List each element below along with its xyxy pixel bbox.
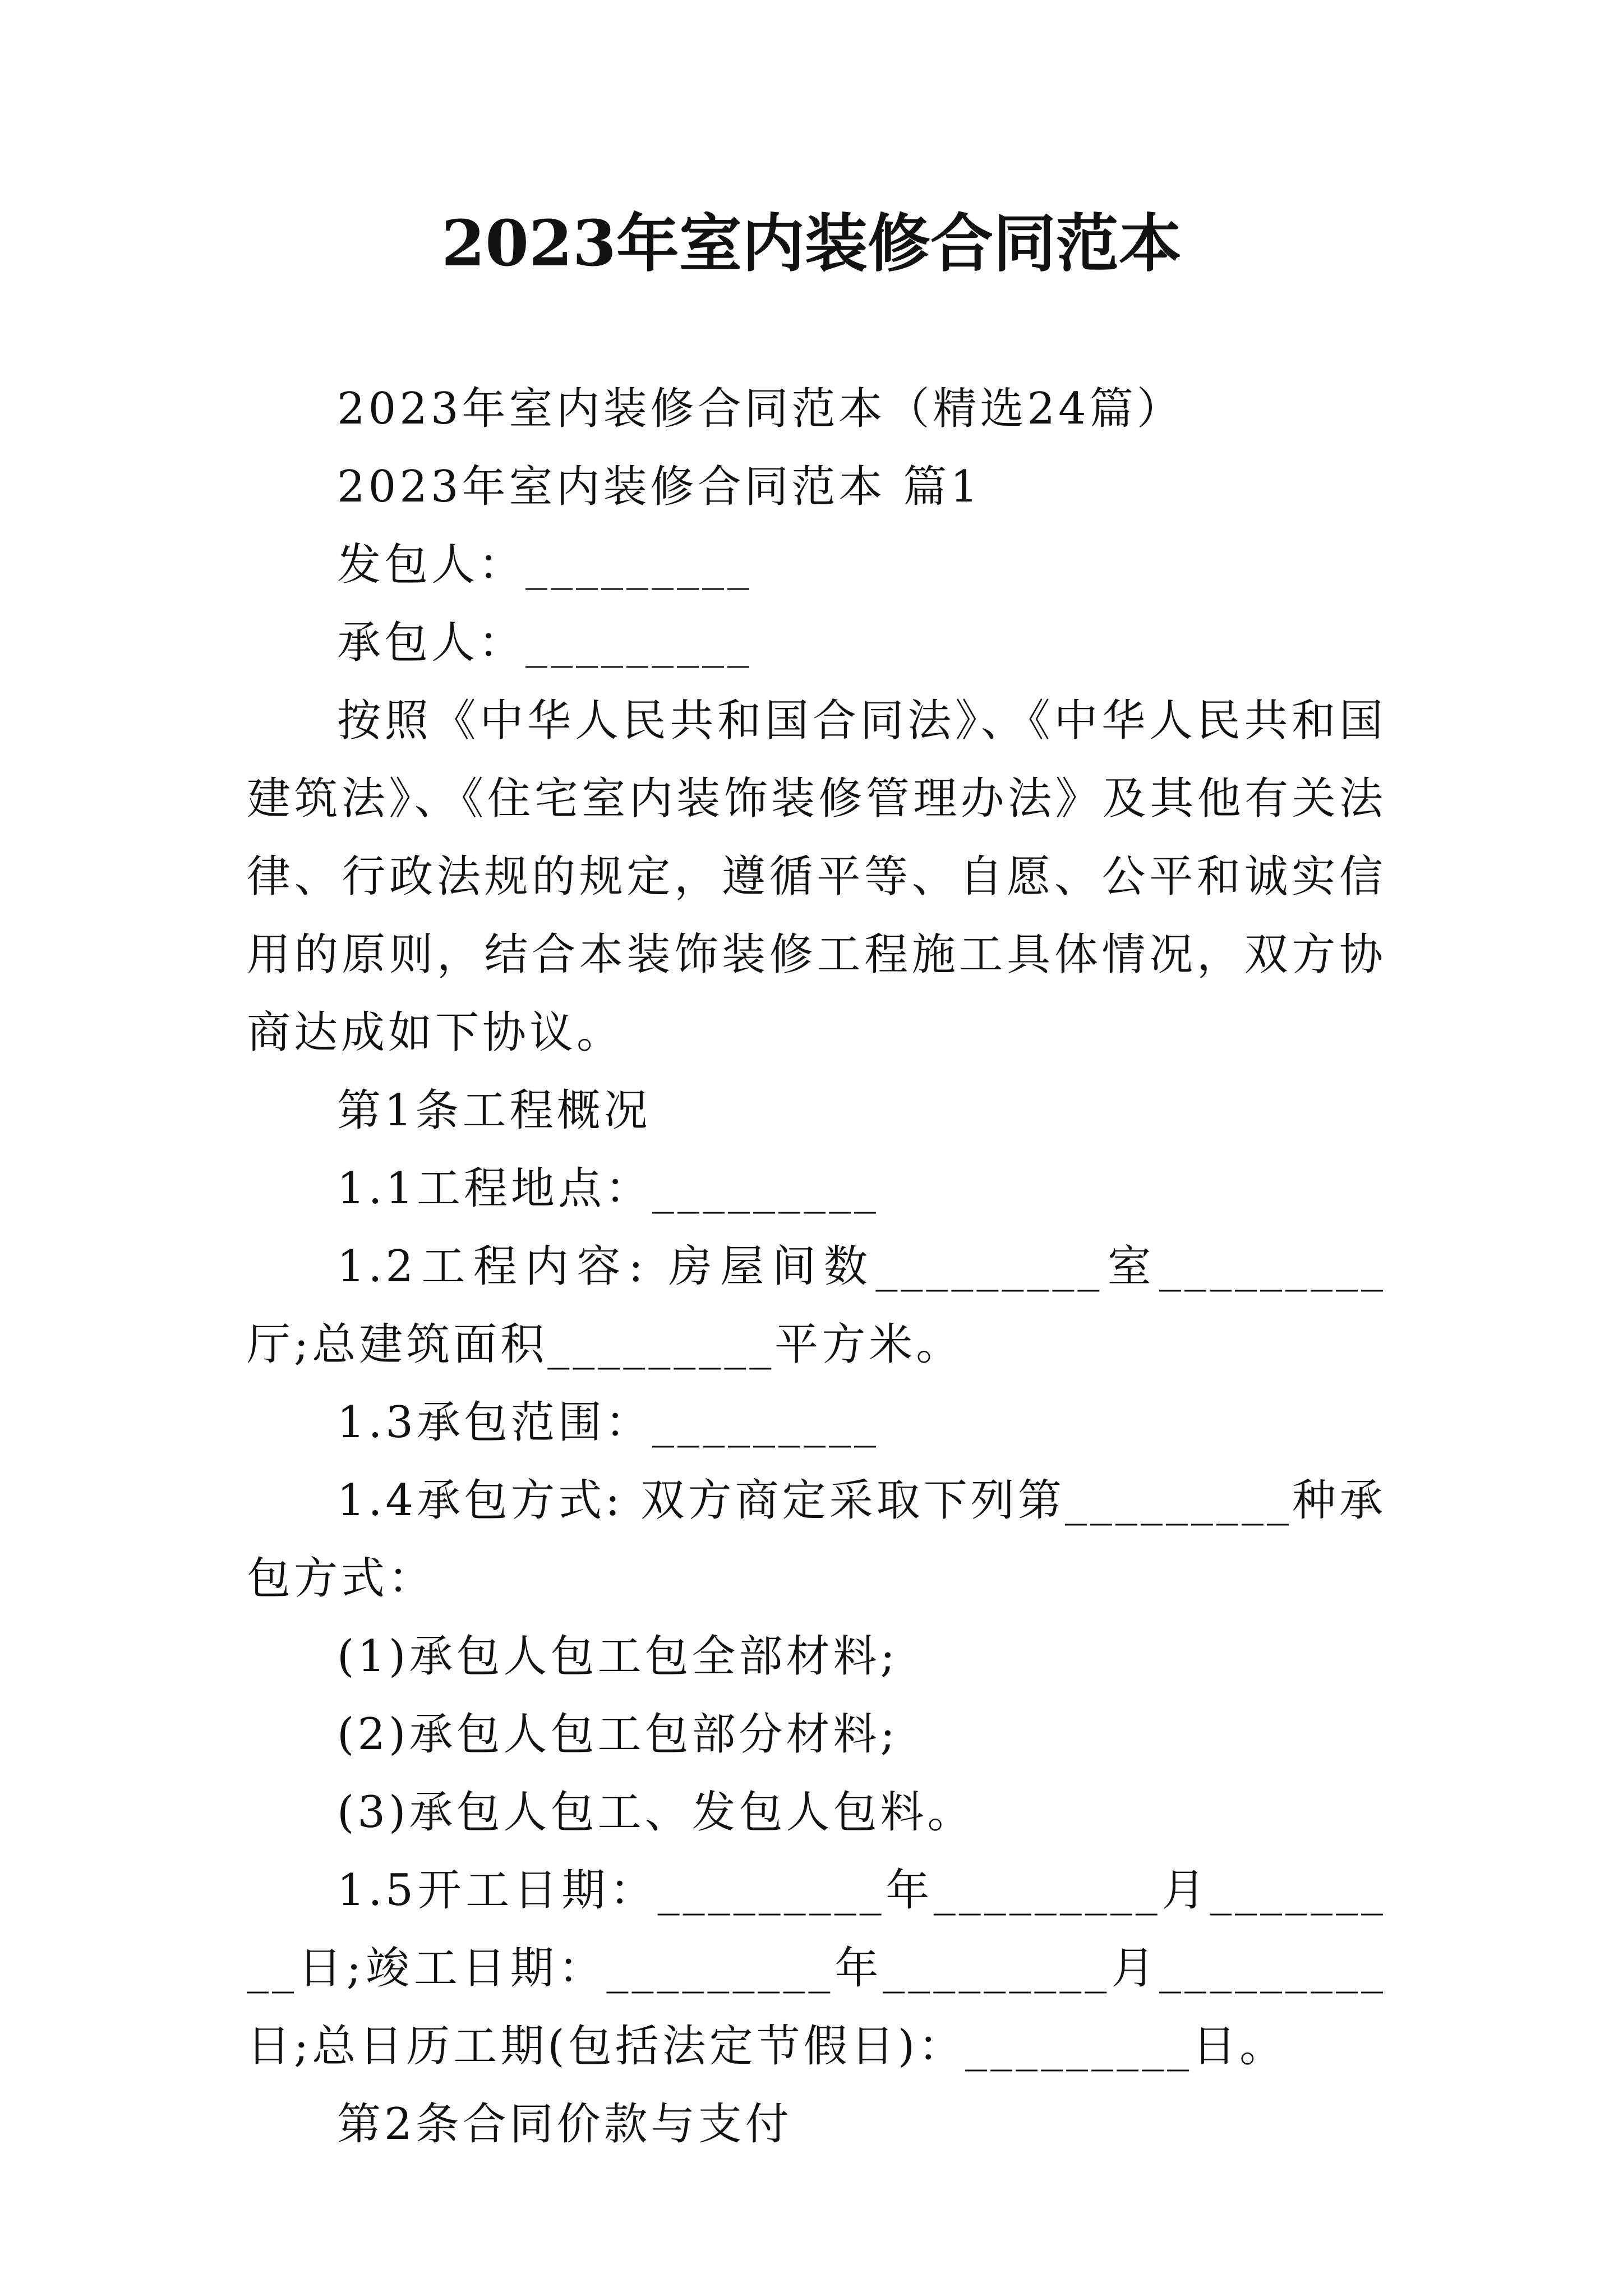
paragraph-clause-1-5: 1.5开工日期：_________年_________月_________日;竣工日期：_________年_________月_________日;总日历工期(包括法定节假日)：_________日。 <box>247 1865 1386 2072</box>
paragraph-option-2: (2)承包人包工包部分材料; <box>337 1709 898 1760</box>
paragraph-section-2-heading: 第2条合同价款与支付 <box>337 2099 792 2150</box>
paragraph-clause-1-4: 1.4承包方式: 双方商定采取下列第_________种承包方式： <box>247 1475 1386 1604</box>
paragraph-contractor: 承包人：_________ <box>337 618 753 668</box>
paragraph-option-1: (1)承包人包工包全部材料; <box>337 1631 898 1682</box>
paragraph-clause-1-1: 1.1工程地点：_________ <box>337 1163 880 1214</box>
document-title: 2023年室内装修合同范本 <box>441 207 1182 280</box>
paragraph-section-1-heading: 第1条工程概况 <box>337 1085 651 1136</box>
paragraph-option-3: (3)承包人包工、发包人包料。 <box>337 1787 975 1838</box>
paragraph-clause-1-2: 1.2工程内容: 房屋间数_________室_________厅;总建筑面积_________平方米。 <box>247 1241 1386 1370</box>
paragraph-clause-1-3: 1.3承包范围：_________ <box>337 1397 880 1448</box>
paragraph-employer: 发包人：_________ <box>337 540 753 590</box>
paragraph-collection-title: 2023年室内装修合同范本（精选24篇） <box>337 384 1184 434</box>
paragraph-article-heading: 2023年室内装修合同范本 篇1 <box>337 462 981 512</box>
document-body <box>247 370 1386 2164</box>
paragraph-legal-basis: 按照《中华人民共和国合同法》、《中华人民共和国建筑法》、《住宅室内装饰装修管理办法》及其他有关法律、行政法规的规定，遵循平等、自愿、公平和诚实信用的原则，结合本装饰装修工程施工具体情况，双方协商达成如下协议。 <box>247 696 1386 1058</box>
